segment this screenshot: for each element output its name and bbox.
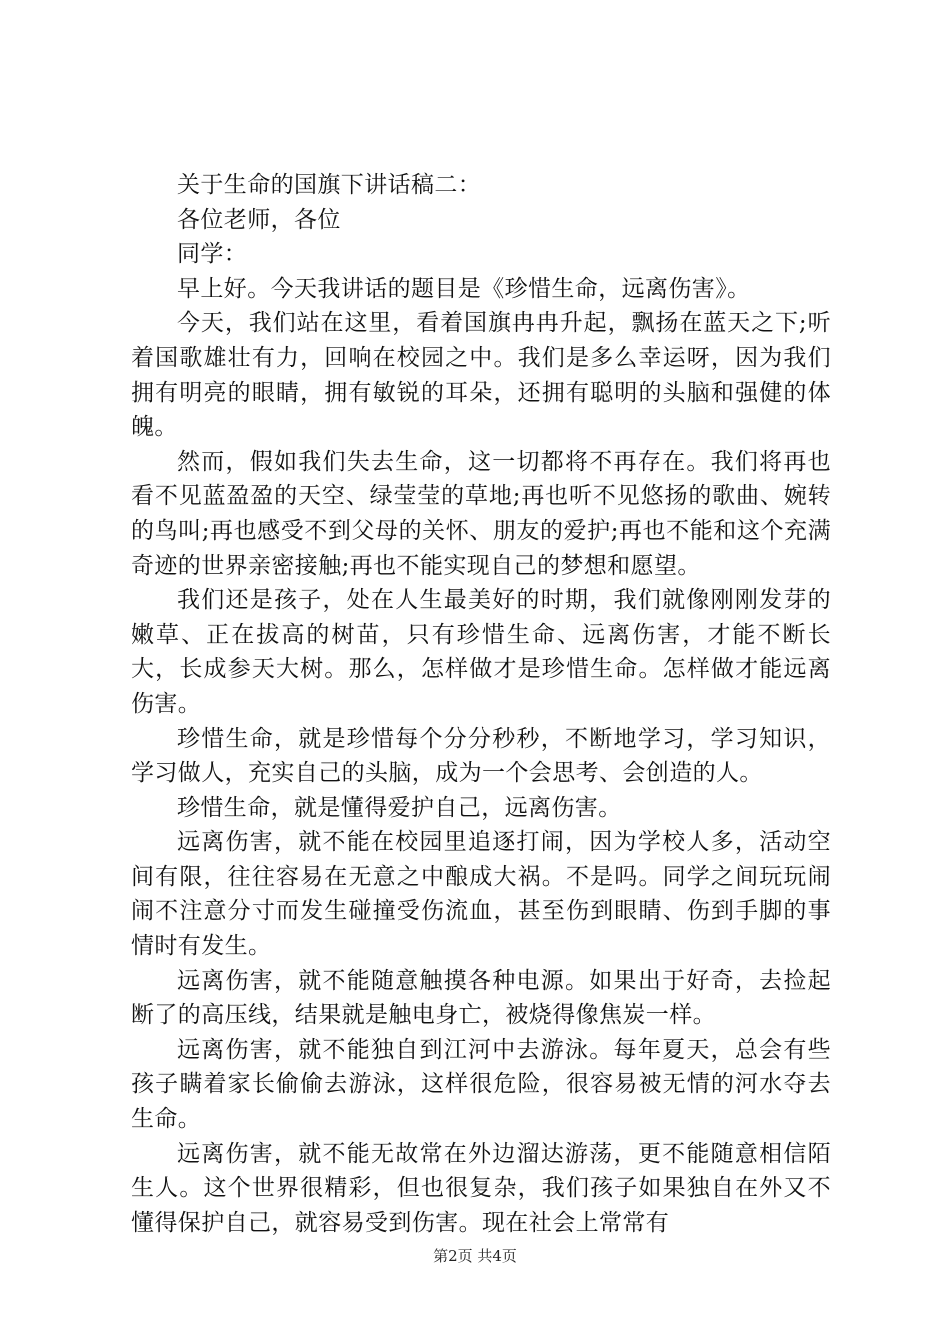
paragraph: 远离伤害，就不能独自到江河中去游泳。每年夏天，总会有些孩子瞒着家长偷偷去游泳，这样很危险，很容易被无情的河水夺去生命。: [131, 1036, 831, 1133]
paragraph-title: 关于生命的国旗下讲话稿二：: [177, 172, 482, 198]
page-footer: [0, 1245, 950, 1266]
paragraph: 远离伤害，就不能无故常在外边溜达游荡，更不能随意相信陌生人。这个世界很精彩，但也很复杂，我们孩子如果独自在外又不懂得保护自己，就容易受到伤害。现在社会上常常有: [131, 1140, 831, 1236]
paragraph: 今天，我们站在这里，看着国旗冉冉升起，飘扬在蓝天之下;听着国歌雄壮有力，回响在校园之中。我们是多么幸运呀，因为我们拥有明亮的眼睛，拥有敏锐的耳朵，还拥有聪明的头脑和强健的体魄。: [131, 310, 831, 441]
paragraph-greeting: 早上好。今天我讲话的题目是《珍惜生命，远离伤害》。: [177, 275, 751, 302]
paragraph: 珍惜生命，就是懂得爱护自己，远离伤害。: [177, 794, 622, 821]
paragraph: 远离伤害，就不能随意触摸各种电源。如果出于好奇，去捡起断了的高压线，结果就是触电身亡，被烧得像焦炭一样。: [131, 967, 831, 1029]
paragraph: 珍惜生命，就是珍惜每个分分秒秒，不断地学习，学习知识，学习做人，充实自己的头脑，成为一个会思考、会创造的人。: [131, 725, 831, 787]
document-body: [131, 168, 831, 1240]
paragraph: 远离伤害，就不能在校园里追逐打闹，因为学校人多，活动空间有限，往往容易在无意之中酿成大祸。不是吗。同学之间玩玩闹闹不注意分寸而发生碰撞受伤流血，甚至伤到眼睛、伤到手脚的事情时有发生。: [131, 829, 831, 960]
page-indicator: 第2页 共4页: [433, 1247, 517, 1265]
paragraph-salutation-2: 同学：: [177, 241, 248, 268]
paragraph: 我们还是孩子，处在人生最美好的时期，我们就像刚刚发芽的嫩草、正在拔高的树苗，只有珍惜生命、远离伤害，才能不断长大，长成参天大树。那么，怎样做才是珍惜生命。怎样做才能远离伤害。: [131, 587, 831, 717]
paragraph-salutation-1: 各位老师，各位: [177, 206, 341, 233]
paragraph: 然而，假如我们失去生命，这一切都将不再存在。我们将再也看不见蓝盈盈的天空、绿莹莹的草地;再也听不见悠扬的歌曲、婉转的鸟叫;再也感受不到父母的关怀、朋友的爱护;再也不能和这个充满奇迹的世界亲密接触;再也不能实现自己的梦想和愿望。: [131, 448, 831, 579]
